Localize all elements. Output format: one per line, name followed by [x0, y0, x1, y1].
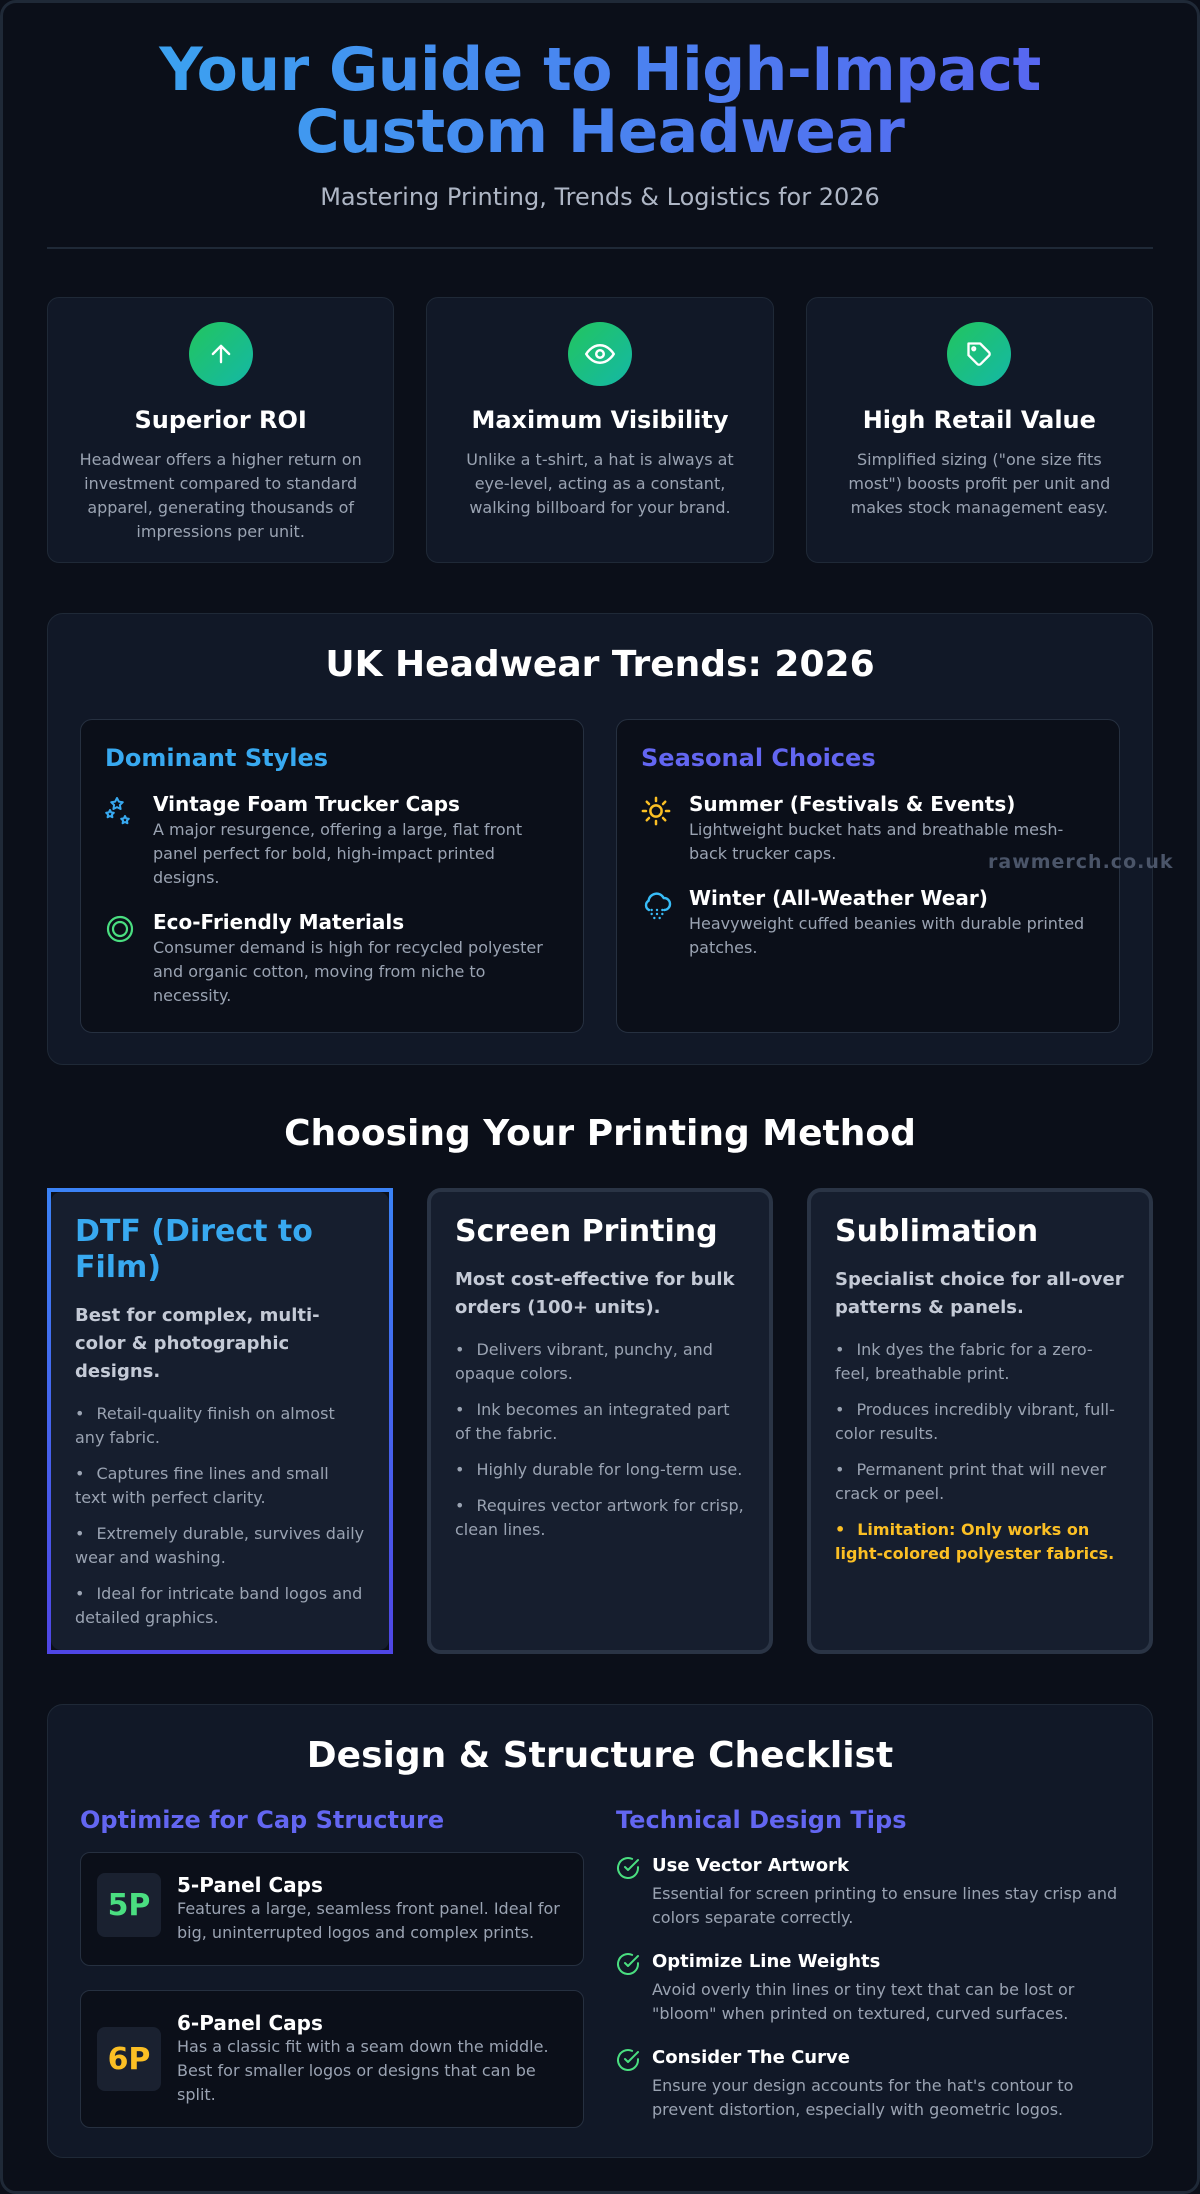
seasonal-choices-card: [616, 719, 1120, 1033]
snow-cloud-icon: [641, 886, 689, 960]
trend-item-text: Consumer demand is high for recycled polyester and organic cotton, moving from niche to necessity.: [153, 938, 543, 1005]
page-title-line-2: Custom Headwear: [295, 97, 905, 167]
hero: [47, 3, 1153, 211]
trends-title: UK Headwear Trends: 2026: [325, 644, 875, 685]
checklist-section: [47, 1704, 1153, 2158]
cap-structure-column: [80, 1806, 584, 2128]
method-title: Screen Printing: [455, 1214, 718, 1249]
benefit-title: Superior ROI: [134, 406, 307, 434]
trend-item-text: A major resurgence, offering a large, flat front panel perfect for bold, high-impact printed designs.: [153, 820, 523, 887]
method-title: DTF (Direct to Film): [75, 1214, 313, 1285]
methods-row: [47, 1188, 1153, 1654]
panel-card-6p: [80, 1990, 584, 2128]
method-bullet: • Ink becomes an integrated part of the fabric.: [455, 1400, 730, 1443]
method-bullet: • Ideal for intricate band logos and detailed graphics.: [75, 1584, 363, 1627]
design-tip: [616, 1854, 1120, 1930]
method-bullets: [835, 1338, 1125, 1566]
dominant-styles-heading: Dominant Styles: [105, 744, 329, 772]
panel-text: Has a classic fit with a seam down the middle. Best for smaller logos or designs that can be split.: [177, 2037, 549, 2104]
method-bullet: • Requires vector artwork for crisp, clean lines.: [455, 1496, 744, 1539]
design-tip: [616, 1950, 1120, 2026]
tip-text: Avoid overly thin lines or tiny text that can be lost or "bloom" when printed on textured, curved surfaces.: [652, 1980, 1075, 2023]
benefits-row: [47, 297, 1153, 563]
dominant-styles-card: [80, 719, 584, 1033]
panel-title: 5-Panel Caps: [177, 1873, 323, 1897]
check-circle-icon: [616, 1854, 652, 1930]
method-lead: Best for complex, multi-color & photographic designs.: [75, 1305, 320, 1382]
tag-icon: [947, 322, 1011, 386]
method-bullet: • Delivers vibrant, punchy, and opaque colors.: [455, 1340, 713, 1383]
method-bullet: • Captures fine lines and small text with perfect clarity.: [75, 1464, 329, 1507]
sparkles-icon: [105, 792, 153, 890]
method-card-screen-printing: [427, 1188, 773, 1654]
method-lead: Specialist choice for all-over patterns & panels.: [835, 1269, 1124, 1318]
design-tips-heading: Technical Design Tips: [616, 1806, 907, 1834]
page-title: [47, 35, 1153, 167]
seasonal-choices-heading: Seasonal Choices: [641, 744, 876, 772]
benefit-text: Headwear offers a higher return on investment compared to standard apparel, generating thousands of impressions per unit.: [79, 450, 362, 541]
method-bullet: • Produces incredibly vibrant, full-color results.: [835, 1400, 1115, 1443]
method-bullets: [455, 1338, 745, 1542]
trend-item-title: Winter (All-Weather Wear): [689, 886, 988, 910]
tip-text: Ensure your design accounts for the hat's contour to prevent distortion, especially with geometric logos.: [652, 2076, 1074, 2119]
panel-title: 6-Panel Caps: [177, 2011, 323, 2035]
tip-title: Consider The Curve: [652, 2047, 850, 2068]
trend-item-title: Vintage Foam Trucker Caps: [153, 792, 460, 816]
trend-item-title: Summer (Festivals & Events): [689, 792, 1016, 816]
page-subtitle: Mastering Printing, Trends & Logistics for 2026: [320, 183, 880, 211]
trend-item-text: Lightweight bucket hats and breathable mesh-back trucker caps.: [689, 820, 1064, 863]
divider: [47, 247, 1153, 249]
eye-icon: [568, 322, 632, 386]
method-bullet: • Ink dyes the fabric for a zero-feel, breathable print.: [835, 1340, 1093, 1383]
benefit-card-roi: [47, 297, 394, 563]
method-title: Sublimation: [835, 1214, 1039, 1249]
benefit-card-retail: [806, 297, 1153, 563]
panel-badge: 5P: [97, 1873, 161, 1937]
trend-item-text: Heavyweight cuffed beanies with durable printed patches.: [689, 914, 1085, 957]
watermark: rawmerch.co.uk: [988, 851, 1174, 873]
design-tip: [616, 2046, 1120, 2122]
panel-badge: 6P: [97, 2027, 161, 2091]
methods-title: Choosing Your Printing Method: [284, 1113, 916, 1154]
trend-item: [105, 792, 559, 890]
page-title-line-1: Your Guide to High-Impact: [159, 35, 1041, 105]
method-bullet: • Highly durable for long-term use.: [455, 1460, 743, 1479]
method-bullets: [75, 1402, 365, 1630]
trend-item-title: Eco-Friendly Materials: [153, 910, 405, 934]
tip-title: Use Vector Artwork: [652, 1855, 849, 1876]
method-limitation: • Limitation: Only works on light-colored polyester fabrics.: [835, 1520, 1115, 1563]
method-bullet: • Permanent print that will never crack or peel.: [835, 1460, 1107, 1503]
panel-text: Features a large, seamless front panel. Ideal for big, uninterrupted logos and complex prints.: [177, 1899, 560, 1942]
trends-section: [47, 613, 1153, 1065]
benefit-title: High Retail Value: [862, 406, 1096, 434]
benefit-card-visibility: [426, 297, 773, 563]
panel-card-5p: [80, 1852, 584, 1966]
benefit-text: Simplified sizing ("one size fits most") boosts profit per unit and makes stock management easy.: [848, 450, 1111, 517]
checklist-title: Design & Structure Checklist: [306, 1735, 894, 1776]
benefit-title: Maximum Visibility: [471, 406, 729, 434]
check-circle-icon: [616, 2046, 652, 2122]
cap-structure-heading: Optimize for Cap Structure: [80, 1806, 445, 1834]
trend-item: [105, 910, 559, 1008]
sun-icon: [641, 792, 689, 866]
tip-title: Optimize Line Weights: [652, 1951, 881, 1972]
design-tips-column: [616, 1806, 1120, 2128]
method-lead: Most cost-effective for bulk orders (100+ units).: [455, 1269, 735, 1318]
method-card-sublimation: [807, 1188, 1153, 1654]
tip-text: Essential for screen printing to ensure lines stay crisp and colors separate correctly.: [652, 1884, 1118, 1927]
recycle-ring-icon: [105, 910, 153, 1008]
trend-item: [641, 886, 1095, 960]
method-bullet: • Retail-quality finish on almost any fabric.: [75, 1404, 335, 1447]
benefit-text: Unlike a t-shirt, a hat is always at eye-level, acting as a constant, walking billboard for your brand.: [466, 450, 734, 517]
check-circle-icon: [616, 1950, 652, 2026]
method-bullet: • Extremely durable, survives daily wear and washing.: [75, 1524, 365, 1567]
method-card-dtf: [47, 1188, 393, 1654]
arrow-up-icon: [189, 322, 253, 386]
